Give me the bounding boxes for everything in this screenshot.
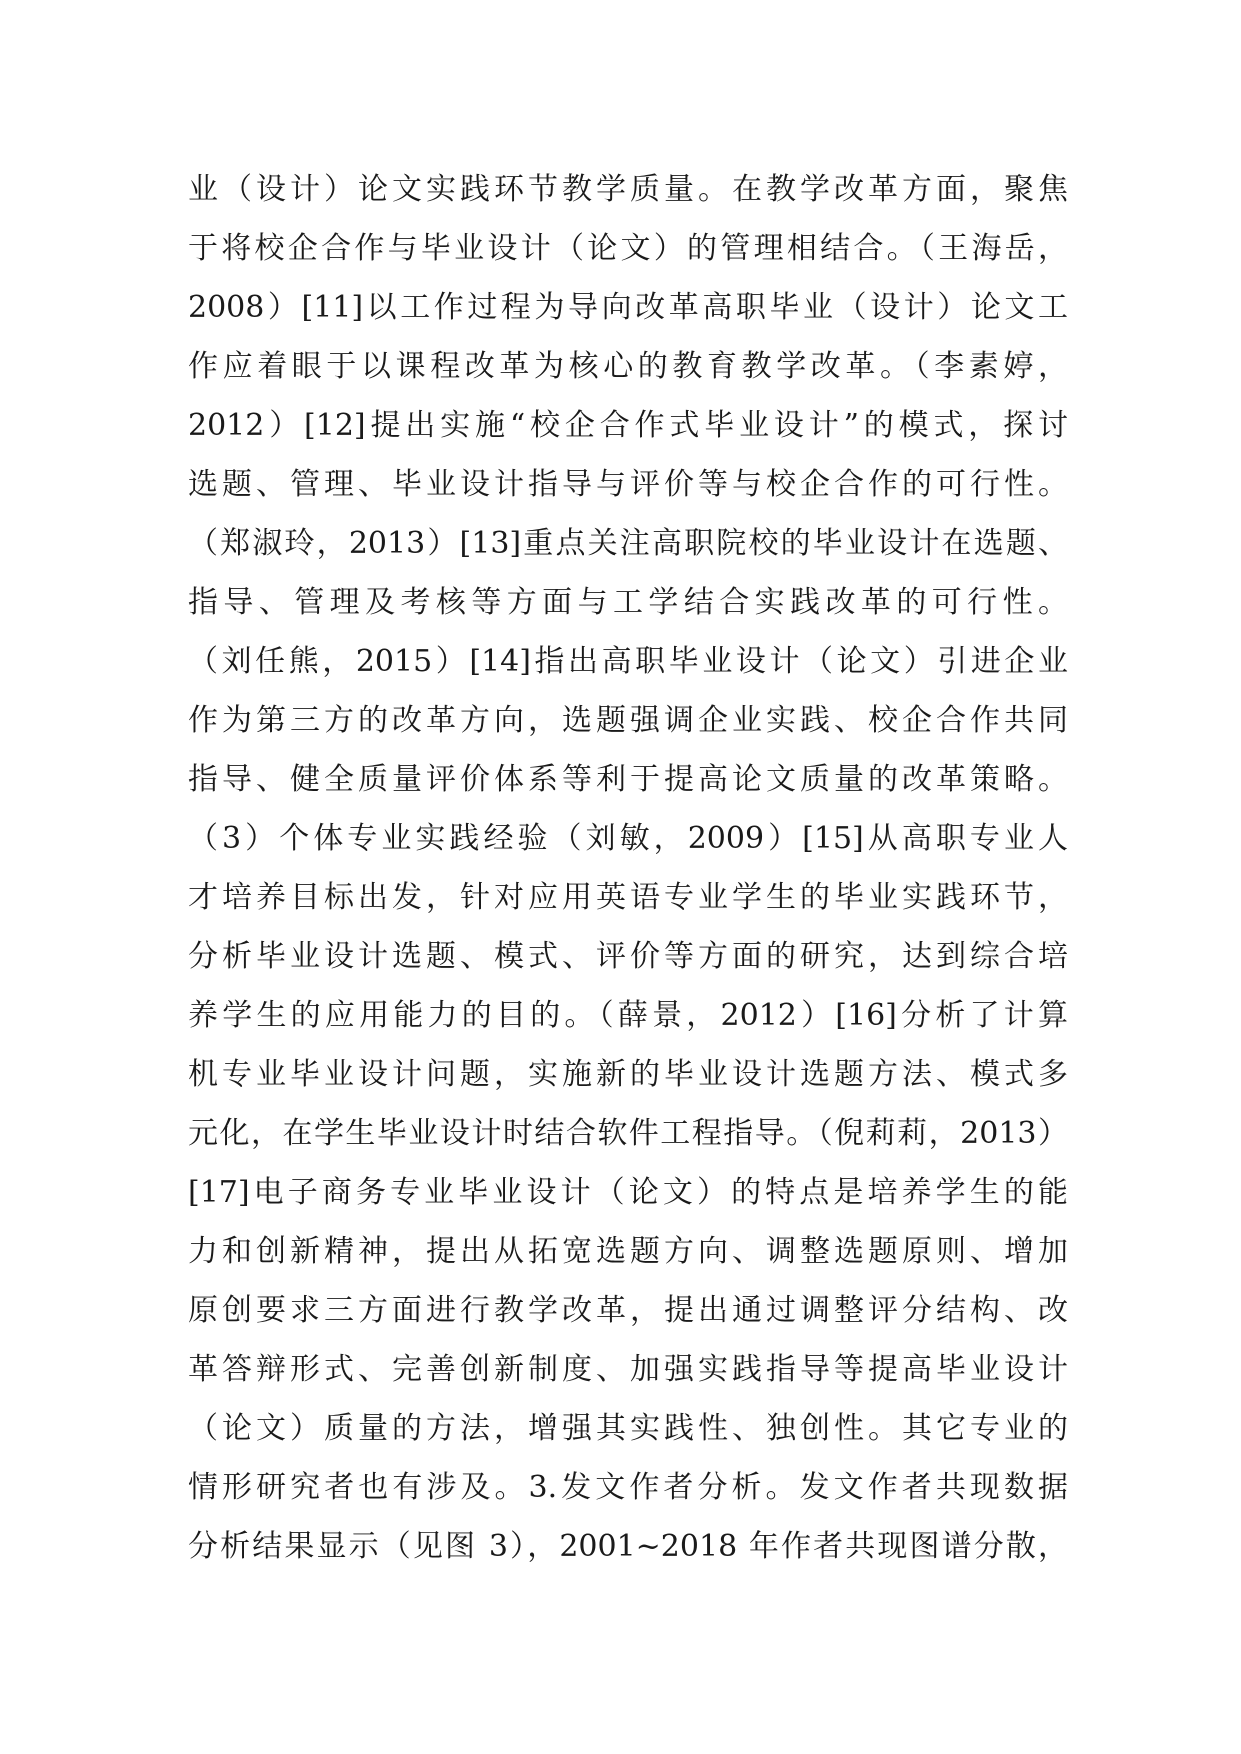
text-line: 养学生的应用能力的目的。（薛景，2012）[16]分析了计算 (188, 998, 1068, 1033)
text-line: 指导、健全质量评价体系等利于提高论文质量的改革策略。 (188, 762, 1068, 797)
text-line: （3）个体专业实践经验（刘敏，2009）[15]从高职专业人 (188, 821, 1068, 856)
text-line: 原创要求三方面进行教学改革，提出通过调整评分结构、改 (188, 1293, 1068, 1328)
text-line: 力和创新精神，提出从拓宽选题方向、调整选题原则、增加 (188, 1234, 1068, 1269)
text-line: 2008）[11]以工作过程为导向改革高职毕业（设计）论文工 (188, 290, 1068, 325)
text-line: （郑淑玲，2013）[13]重点关注高职院校的毕业设计在选题、 (188, 526, 1068, 561)
text-line: 元化，在学生毕业设计时结合软件工程指导。（倪莉莉，2013） (188, 1116, 1068, 1151)
text-line: 革答辩形式、完善创新制度、加强实践指导等提高毕业设计 (188, 1352, 1068, 1387)
text-line: （论文）质量的方法，增强其实践性、独创性。其它专业的 (188, 1411, 1068, 1446)
text-line: 指导、管理及考核等方面与工学结合实践改革的可行性。 (188, 585, 1068, 620)
text-line: 作为第三方的改革方向，选题强调企业实践、校企合作共同 (188, 703, 1068, 738)
text-line: 机专业毕业设计问题，实施新的毕业设计选题方法、模式多 (188, 1057, 1068, 1092)
body-text (188, 160, 1068, 1576)
text-line: 2012）[12]提出实施“校企合作式毕业设计”的模式，探讨 (188, 408, 1068, 443)
text-line: 选题、管理、毕业设计指导与评价等与校企合作的可行性。 (188, 467, 1068, 502)
text-line: 分析结果显示（见图 3），2001~2018 年作者共现图谱分散， (188, 1529, 1068, 1564)
text-line: 情形研究者也有涉及。3.发文作者分析。发文作者共现数据 (188, 1470, 1068, 1505)
text-line: 才培养目标出发，针对应用英语专业学生的毕业实践环节， (188, 880, 1068, 915)
text-line: 分析毕业设计选题、模式、评价等方面的研究，达到综合培 (188, 939, 1068, 974)
text-line: 作应着眼于以课程改革为核心的教育教学改革。（李素婷， (188, 349, 1068, 384)
text-line: 于将校企合作与毕业设计（论文）的管理相结合。（王海岳， (188, 231, 1068, 266)
text-line: （刘任熊，2015）[14]指出高职毕业设计（论文）引进企业 (188, 644, 1068, 679)
text-line: 业（设计）论文实践环节教学质量。在教学改革方面，聚焦 (188, 172, 1068, 207)
text-line: [17]电子商务专业毕业设计（论文）的特点是培养学生的能 (188, 1175, 1068, 1210)
